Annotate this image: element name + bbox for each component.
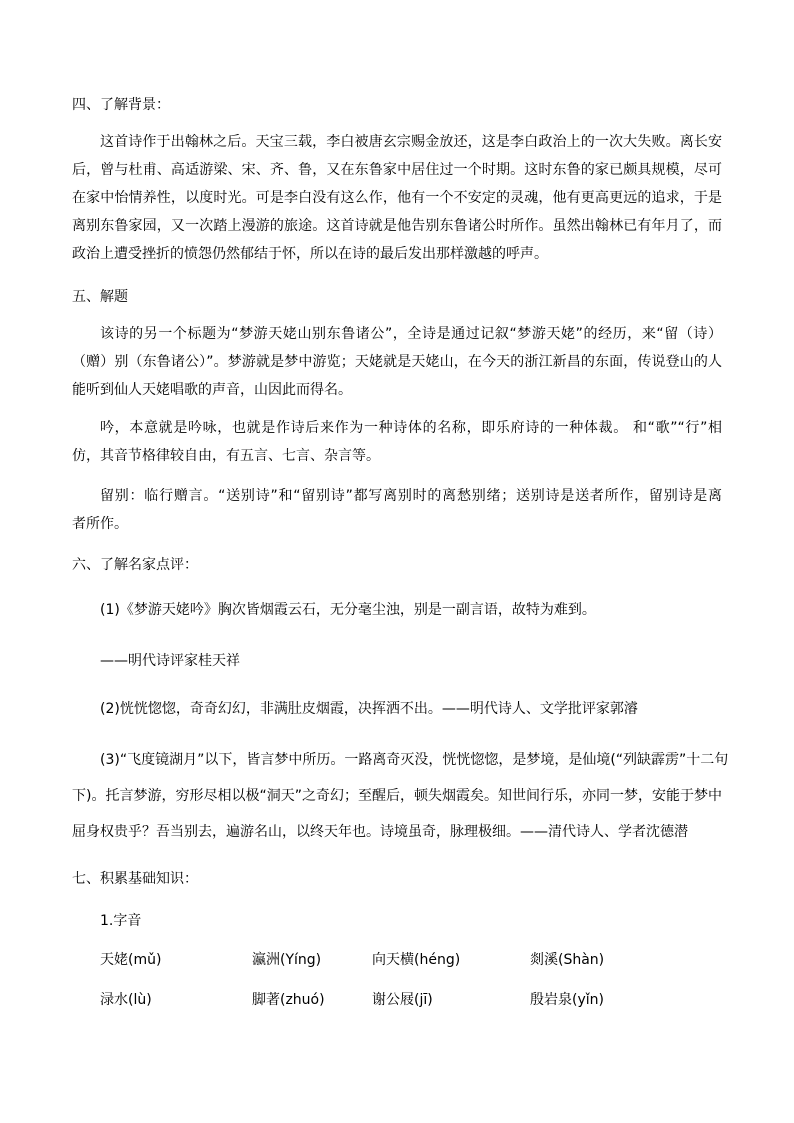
pronunciation-item: 渌水(lù) — [100, 992, 152, 1008]
paragraph-line: 仿，其音节格律较自由，有五言、七言、杂言等。 — [72, 448, 380, 464]
paragraph-line: 这首诗作于出翰林之后。天宝三载，李白被唐玄宗赐金放还，这是李白政治上的一次大失败。离长安 — [100, 134, 722, 150]
paragraph-line: (3)“飞度镜湖月”以下，皆言梦中所历。一路离奇灭没，恍恍惚惚，是梦境，是仙境(“列缺霹雳”十二句 — [100, 752, 729, 768]
pronunciation-item: 殷岩泉(yǐn) — [530, 992, 604, 1008]
pronunciation-item: 脚著(zhuó) — [252, 992, 325, 1008]
paragraph-line: （赠）别（东鲁诸公）”。梦游就是梦中游览；天姥就是天姥山，在今天的浙江新昌的东面，传说登山的人 — [72, 354, 722, 370]
paragraph-line: 后，曾与杜甫、高适游梁、宋、齐、鲁，又在东鲁家中居住过一个时期。这时东鲁的家已颇具规模，尽可 — [72, 162, 722, 178]
pronunciation-item: 天姥(mǔ) — [100, 952, 162, 968]
background-paragraph — [72, 128, 722, 268]
title-paragraph-1 — [72, 320, 722, 404]
pronunciation-table — [72, 950, 722, 1020]
paragraph-line: 者所作。 — [72, 516, 128, 532]
pronunciation-item: 谢公屐(jī) — [372, 992, 433, 1008]
critique-1: (1)《梦游天姥吟》胸次皆烟霞云石，无分毫尘浊，别是一副言语，故特为难到。 — [100, 602, 596, 618]
paragraph-line: 在家中怡情养性，以度时光。可是李白没有这么作，他有一个不安定的灵魂，他有更高更远的追求，于是 — [72, 190, 722, 206]
paragraph-line: 下)。托言梦游，穷形尽相以极“洞天”之奇幻；至醒后，顿失烟霞矣。知世间行乐，亦同一梦，安能于梦中 — [72, 788, 722, 804]
paragraph-line: 离别东鲁家园，又一次踏上漫游的旅途。这首诗就是他告别东鲁诸公时所作。虽然出翰林已有年月了，而 — [72, 218, 722, 234]
pronunciation-item: 瀛洲(Yíng) — [252, 952, 322, 968]
subheading-pronunciation: 1.字音 — [100, 913, 142, 929]
critique-1-source: ——明代诗评家桂天祥 — [100, 653, 240, 669]
critique-3 — [72, 742, 729, 850]
pronunciation-item: 向天横(héng) — [372, 952, 461, 968]
paragraph-line: 该诗的另一个标题为“梦游天姥山别东鲁诸公”，全诗是通过记叙“梦游天姥”的经历，来“留（诗） — [100, 326, 722, 342]
critique-2: (2)恍恍惚惚，奇奇幻幻，非满肚皮烟霞，决挥洒不出。——明代诗人、文学批评家郭濬 — [100, 701, 638, 717]
paragraph-line: 政治上遭受挫折的愤怨仍然郁结于怀，所以在诗的最后发出那样激越的呼声。 — [72, 246, 548, 262]
title-paragraph-2 — [72, 414, 722, 470]
paragraph-line: 屈身权贵乎？吾当别去，遍游名山，以终天年也。诗境虽奇，脉理极细。——清代诗人、学者沈德潜 — [72, 824, 688, 840]
section-heading-critiques: 六、了解名家点评： — [72, 557, 198, 573]
section-heading-basics: 七、积累基础知识： — [72, 871, 198, 887]
paragraph-line: 留别：临行赠言。“送别诗”和“留别诗”都写离别时的离愁别绪；送别诗是送者所作，留别诗是离 — [100, 488, 722, 504]
section-heading-background: 四、了解背景： — [72, 97, 170, 113]
pronunciation-item: 剡溪(Shàn) — [530, 952, 605, 968]
title-paragraph-3 — [72, 482, 722, 538]
section-heading-title-explanation: 五、解题 — [72, 289, 128, 305]
paragraph-line: 能听到仙人天姥唱歌的声音，山因此而得名。 — [72, 382, 352, 398]
paragraph-line: 吟，本意就是吟咏，也就是作诗后来作为一种诗体的名称，即乐府诗的一种体裁。 和“歌”“行”相 — [100, 420, 722, 436]
